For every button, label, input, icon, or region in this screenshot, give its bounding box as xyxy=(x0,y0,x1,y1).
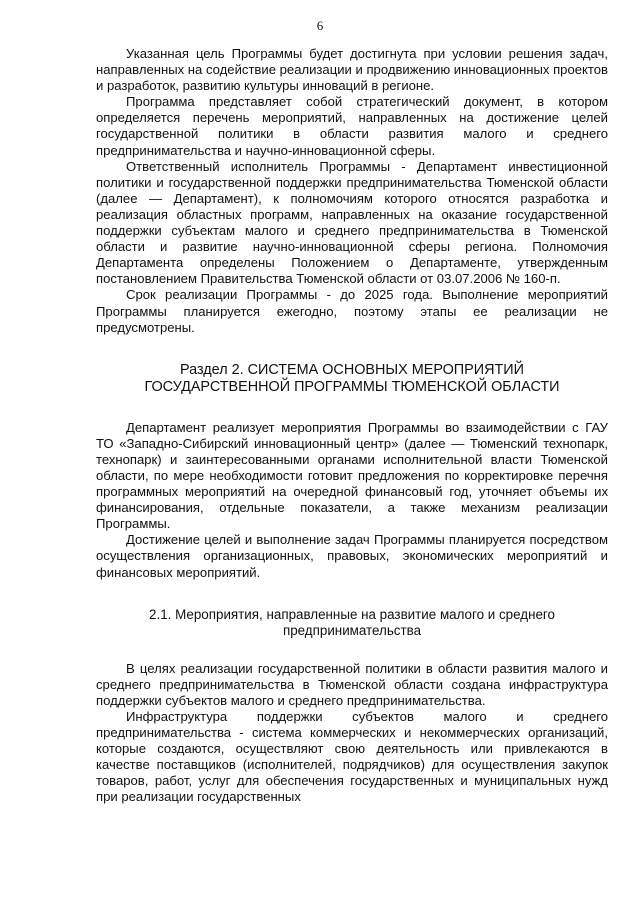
document-body xyxy=(96,46,608,805)
paragraph-infrastructure-created: В целях реализации государственной политики в области развития малого и среднего предпринимательства в Тюменской области создана инфраструктура поддержки субъектов малого и среднего предпринимательства. xyxy=(96,660,608,708)
page-number: 6 xyxy=(316,18,324,33)
subsection-2-1-heading-line1: 2.1. Мероприятия, направленные на развитие малого и среднего xyxy=(149,606,555,622)
paragraph-program-document: Программа представляет собой стратегический документ, в котором определяется перечень мероприятий, направленных на достижение целей государственной политики в области развития малого и среднего предпринимательства и научно-инновационной сферы. xyxy=(96,94,608,158)
paragraph-program-goal: Указанная цель Программы будет достигнута при условии решения задач, направленных на содействие реализации и продвижению инновационных проектов и разработок, развитию культуры инноваций в регионе. xyxy=(96,46,608,94)
subsection-2-1-heading xyxy=(96,607,608,639)
paragraph-goals-achievement: Достижение целей и выполнение задач Программы планируется посредством осуществления организационных, правовых, экономических мероприятий и финансовых мероприятий. xyxy=(96,532,608,580)
section-2-heading-line1: Раздел 2. СИСТЕМА ОСНОВНЫХ МЕРОПРИЯТИЙ xyxy=(180,361,524,378)
section-2-heading-line2: ГОСУДАРСТВЕННОЙ ПРОГРАММЫ ТЮМЕНСКОЙ ОБЛАСТИ xyxy=(144,378,560,395)
paragraph-program-term: Срок реализации Программы - до 2025 года. Выполнение мероприятий Программы планируется ежегодно, поэтому этапы ее реализации не предусмотрены. xyxy=(96,287,608,335)
subsection-2-1-heading-line2: предпринимательства xyxy=(282,622,422,638)
section-2-heading xyxy=(96,362,608,396)
paragraph-department-implements: Департамент реализует мероприятия Программы во взаимодействии с ГАУ ТО «Западно-Сибирский инновационный центр» (далее — Тюменский технопарк, технопарк) и заинтересованными органами исполнительной власти Тюменской области, по мере необходимости готовит предложения по корректировке перечня программных мероприятий на очередной финансовый год, уточняет объемы их финансирования, отдельные показатели, а также механизм реализации Программы. xyxy=(96,419,608,532)
paragraph-responsible-executor: Ответственный исполнитель Программы - Департамент инвестиционной политики и государственной поддержки предпринимательства Тюменской области (далее — Департамент), к полномочиям которого относятся разработка и реализация областных программ, направленных на оказание государственной поддержки субъектам малого и среднего предпринимательства в Тюменской области и развитие научно-инновационной сферы региона. Полномочия Департамента определены Положением о Департаменте, утвержденным постановлением Правительства Тюменской области от 03.07.2006 № 160-п. xyxy=(96,158,608,287)
paragraph-infrastructure-definition: Инфраструктура поддержки субъектов малого и среднего предпринимательства - система коммерческих и некоммерческих организаций, которые создаются, осуществляют свою деятельность или привлекаются в качестве поставщиков (исполнителей, подрядчиков) для осуществления закупок товаров, работ, услуг для обеспечения государственных и муниципальных нужд при реализации государственных xyxy=(96,708,608,805)
